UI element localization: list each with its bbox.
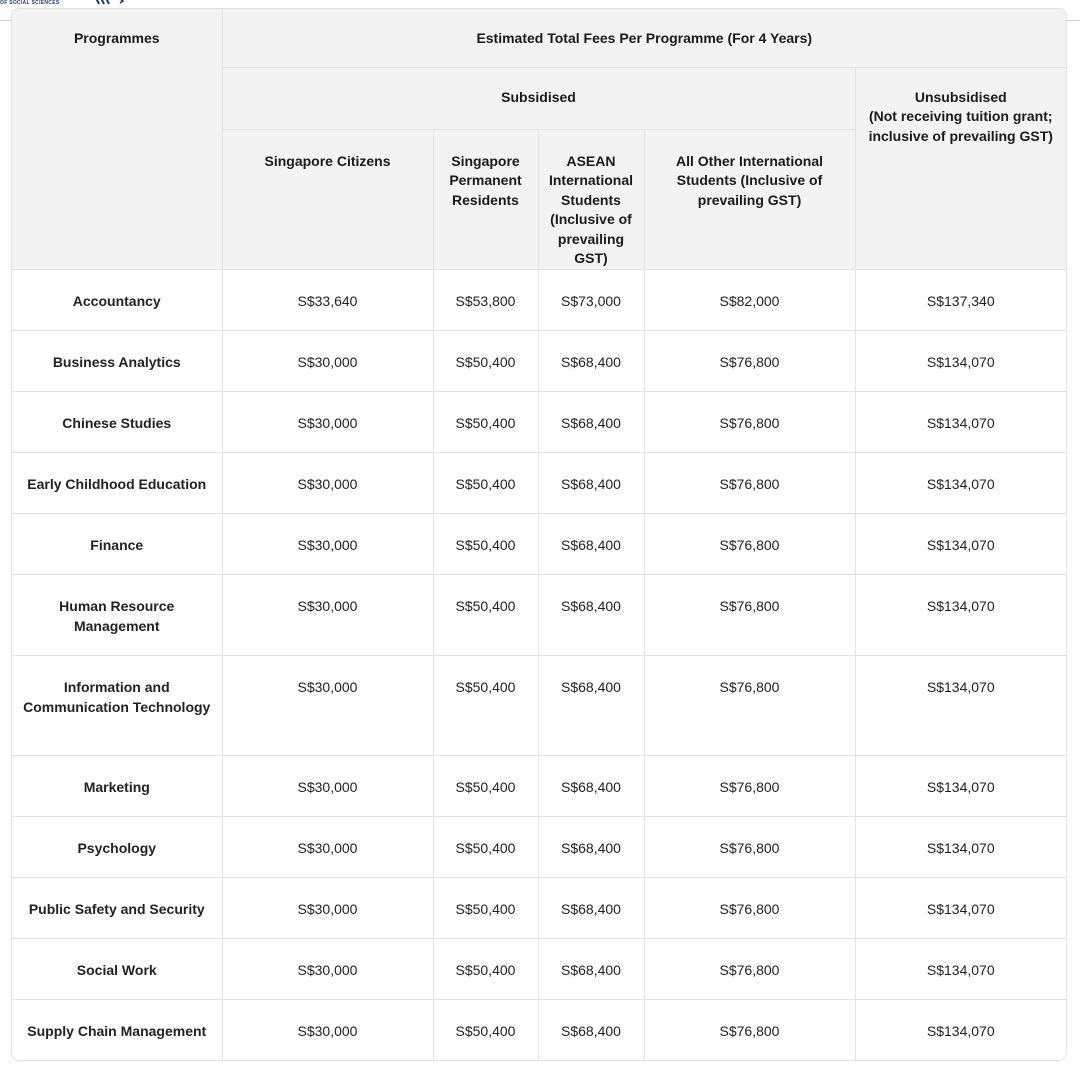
fee-pr: S$50,400 (433, 756, 538, 817)
fee-pr: S$50,400 (433, 514, 538, 575)
table-row (12, 756, 1066, 817)
fee-asean: S$68,400 (538, 656, 644, 756)
fee-international: S$82,000 (644, 270, 855, 331)
programme-name: Marketing (12, 756, 222, 817)
table-row (12, 575, 1066, 656)
fee-citizen: S$30,000 (222, 514, 433, 575)
fee-asean: S$68,400 (538, 878, 644, 939)
fee-asean: S$68,400 (538, 575, 644, 656)
programme-name: Business Analytics (12, 331, 222, 392)
fee-citizen: S$30,000 (222, 453, 433, 514)
programme-name: Social Work (12, 939, 222, 1000)
fee-asean: S$68,400 (538, 756, 644, 817)
fee-pr: S$50,400 (433, 656, 538, 756)
header-estimated-fees: Estimated Total Fees Per Programme (For 4 Years) (222, 9, 1066, 67)
fee-international: S$76,800 (644, 939, 855, 1000)
header-unsubsidised (855, 67, 1066, 270)
table-row (12, 1000, 1066, 1061)
fee-unsubsidised: S$134,070 (855, 1000, 1066, 1061)
fee-unsubsidised: S$134,070 (855, 939, 1066, 1000)
fee-citizen: S$30,000 (222, 817, 433, 878)
programme-name: Supply Chain Management (12, 1000, 222, 1061)
fee-unsubsidised: S$134,070 (855, 392, 1066, 453)
fee-asean: S$73,000 (538, 270, 644, 331)
fee-pr: S$50,400 (433, 575, 538, 656)
table-row (12, 939, 1066, 1000)
fee-pr: S$50,400 (433, 331, 538, 392)
fee-unsubsidised: S$134,070 (855, 817, 1066, 878)
fee-asean: S$68,400 (538, 817, 644, 878)
fees-table-container (11, 8, 1067, 1061)
fee-asean: S$68,400 (538, 331, 644, 392)
fee-asean: S$68,400 (538, 1000, 644, 1061)
fee-unsubsidised: S$134,070 (855, 514, 1066, 575)
fee-citizen: S$30,000 (222, 392, 433, 453)
programme-name: Psychology (12, 817, 222, 878)
fee-asean: S$68,400 (538, 453, 644, 514)
fee-citizen: S$30,000 (222, 939, 433, 1000)
fees-table (12, 9, 1066, 1061)
fee-international: S$76,800 (644, 656, 855, 756)
fee-citizen: S$30,000 (222, 331, 433, 392)
fee-unsubsidised: S$134,070 (855, 331, 1066, 392)
fee-citizen: S$30,000 (222, 878, 433, 939)
fee-unsubsidised: S$134,070 (855, 453, 1066, 514)
fee-pr: S$50,400 (433, 392, 538, 453)
fee-international: S$76,800 (644, 756, 855, 817)
fee-pr: S$50,400 (433, 939, 538, 1000)
programme-name: Chinese Studies (12, 392, 222, 453)
programme-name: Early Childhood Education (12, 453, 222, 514)
header-singapore-pr: Singapore Permanent Residents (433, 129, 538, 270)
fee-international: S$76,800 (644, 817, 855, 878)
fee-international: S$76,800 (644, 453, 855, 514)
header-subsidised: Subsidised (222, 67, 855, 129)
table-row (12, 656, 1066, 756)
fee-unsubsidised: S$137,340 (855, 270, 1066, 331)
fee-pr: S$53,800 (433, 270, 538, 331)
fee-unsubsidised: S$134,070 (855, 756, 1066, 817)
header-row-1 (12, 9, 1066, 67)
fee-unsubsidised: S$134,070 (855, 656, 1066, 756)
fee-citizen: S$30,000 (222, 575, 433, 656)
header-asean-students: ASEAN International Students (Inclusive of prevailing GST) (538, 129, 644, 270)
table-row (12, 878, 1066, 939)
logo-text: OF SOCIAL SCIENCES (0, 0, 60, 6)
fee-citizen: S$30,000 (222, 656, 433, 756)
fee-international: S$76,800 (644, 331, 855, 392)
fee-pr: S$50,400 (433, 878, 538, 939)
fee-citizen: S$33,640 (222, 270, 433, 331)
fee-international: S$76,800 (644, 575, 855, 656)
table-row (12, 453, 1066, 514)
fee-unsubsidised: S$134,070 (855, 878, 1066, 939)
table-row (12, 817, 1066, 878)
table-row (12, 270, 1066, 331)
header-unsubsidised-note: (Not receiving tuition grant; inclusive of prevailing GST) (868, 108, 1053, 144)
programme-name: Accountancy (12, 270, 222, 331)
table-row (12, 392, 1066, 453)
fee-citizen: S$30,000 (222, 1000, 433, 1061)
fee-international: S$76,800 (644, 514, 855, 575)
programme-name: Human Resource Management (12, 575, 222, 656)
fee-unsubsidised: S$134,070 (855, 575, 1066, 656)
header-other-international: All Other International Students (Inclusive of prevailing GST) (644, 129, 855, 270)
programme-name: Public Safety and Security (12, 878, 222, 939)
fee-asean: S$68,400 (538, 392, 644, 453)
logo-mark-icon[interactable] (94, 0, 134, 6)
programme-name: Information and Communication Technology (12, 656, 222, 756)
fee-asean: S$68,400 (538, 514, 644, 575)
programme-name: Finance (12, 514, 222, 575)
fee-international: S$76,800 (644, 878, 855, 939)
table-row (12, 514, 1066, 575)
fee-asean: S$68,400 (538, 939, 644, 1000)
fee-international: S$76,800 (644, 1000, 855, 1061)
fee-international: S$76,800 (644, 392, 855, 453)
table-row (12, 331, 1066, 392)
header-unsubsidised-title: Unsubsidised (914, 88, 1007, 105)
header-programmes: Programmes (12, 9, 222, 270)
fee-citizen: S$30,000 (222, 756, 433, 817)
fee-pr: S$50,400 (433, 1000, 538, 1061)
header-singapore-citizens: Singapore Citizens (222, 129, 433, 270)
fee-pr: S$50,400 (433, 817, 538, 878)
fee-pr: S$50,400 (433, 453, 538, 514)
